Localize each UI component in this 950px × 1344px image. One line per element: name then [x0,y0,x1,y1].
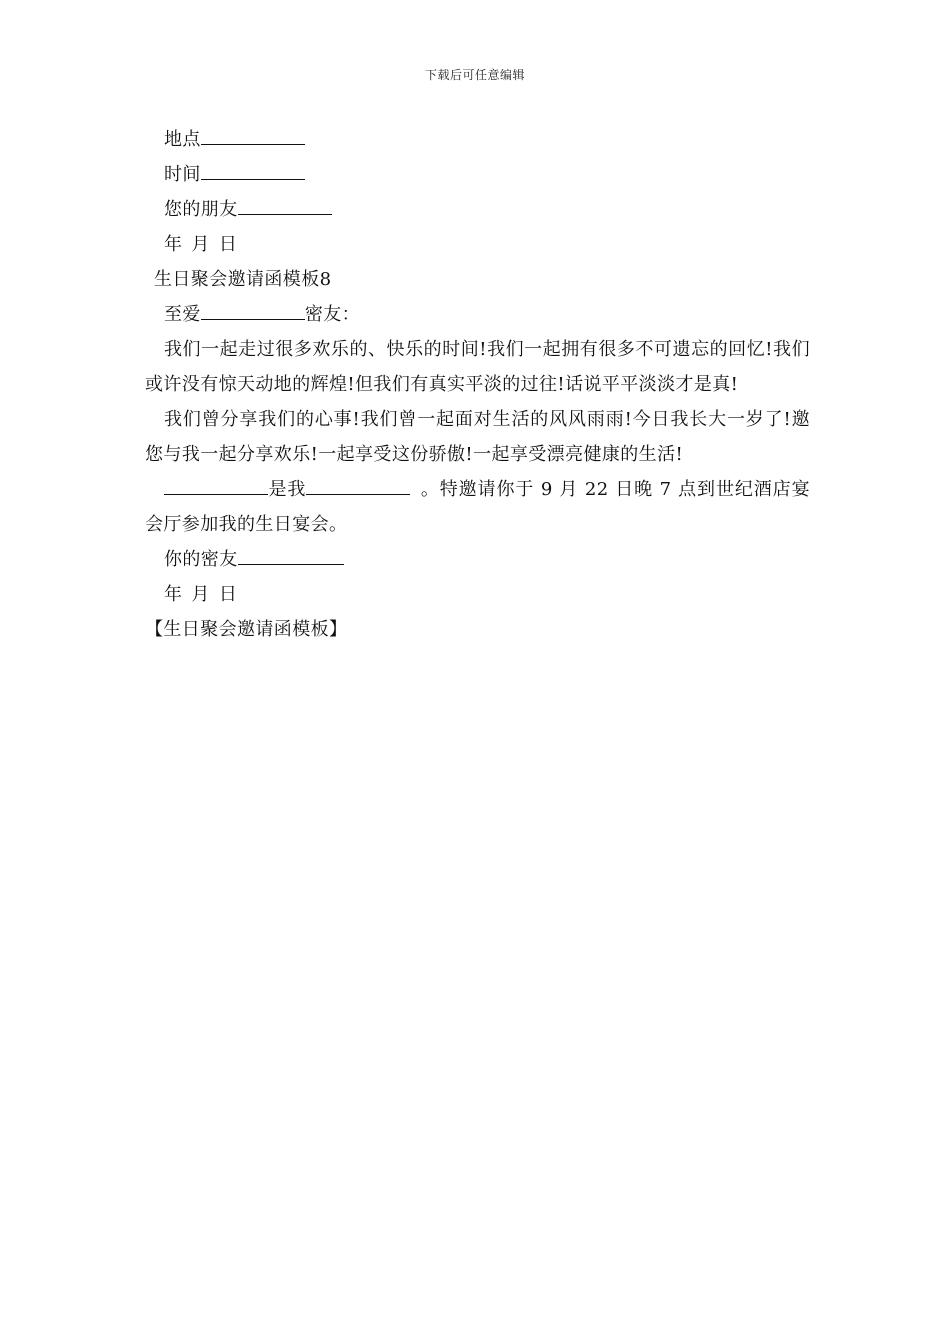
time-blank [201,165,305,180]
friend-line [145,192,810,227]
invitation-body [145,122,810,647]
friend-blank [238,200,332,215]
closing-blank [238,550,344,565]
paragraph-1: 我们一起走过很多欢乐的、快乐的时间!我们一起拥有很多不可遗忘的回忆!我们或许没有惊天动地的辉煌!但我们有真实平淡的过往!话说平平淡淡才是真! [145,339,810,395]
paragraph-3 [145,472,810,542]
closing-label: 你的密友 [164,549,238,570]
time-line [145,157,810,192]
closing-line [145,542,810,577]
salutation-prefix: 至爱 [164,304,201,325]
page-header: 下载后可任意编辑 [424,68,525,82]
section-title: 生日聚会邀请函模板8 [154,269,332,290]
paragraph-2: 我们曾分享我们的心事!我们曾一起面对生活的风风雨雨!今日我长大一岁了!邀您与我一起分享欢乐!一起享受这份骄傲!一起享受漂亮健康的生活! [145,409,810,465]
salutation-line [145,297,810,332]
time-label: 时间 [164,164,201,185]
date-month: 月 [191,234,210,255]
location-line [145,122,810,157]
location-label: 地点 [164,129,201,150]
location-blank [201,130,305,145]
salutation-suffix: 密友： [304,304,361,325]
date-year: 年 [164,234,183,255]
footer-title: 【生日聚会邀请函模板】 [145,619,348,640]
date-line-1 [145,227,810,262]
name-blank-1 [164,480,268,495]
salutation-blank [201,305,305,320]
paragraph-3-mid: 是我 [268,479,307,500]
friend-label: 您的朋友 [164,199,238,220]
date-line-2 [145,577,810,612]
paragraph-3-rest: 。特邀请你于 9 月 22 日晚 7 点到世纪酒店宴会厅参加我的生日宴会。 [145,479,810,535]
date-year: 年 [164,584,183,605]
date-day: 日 [218,234,238,255]
name-blank-2 [306,480,410,495]
date-month: 月 [191,584,210,605]
date-day: 日 [218,584,238,605]
